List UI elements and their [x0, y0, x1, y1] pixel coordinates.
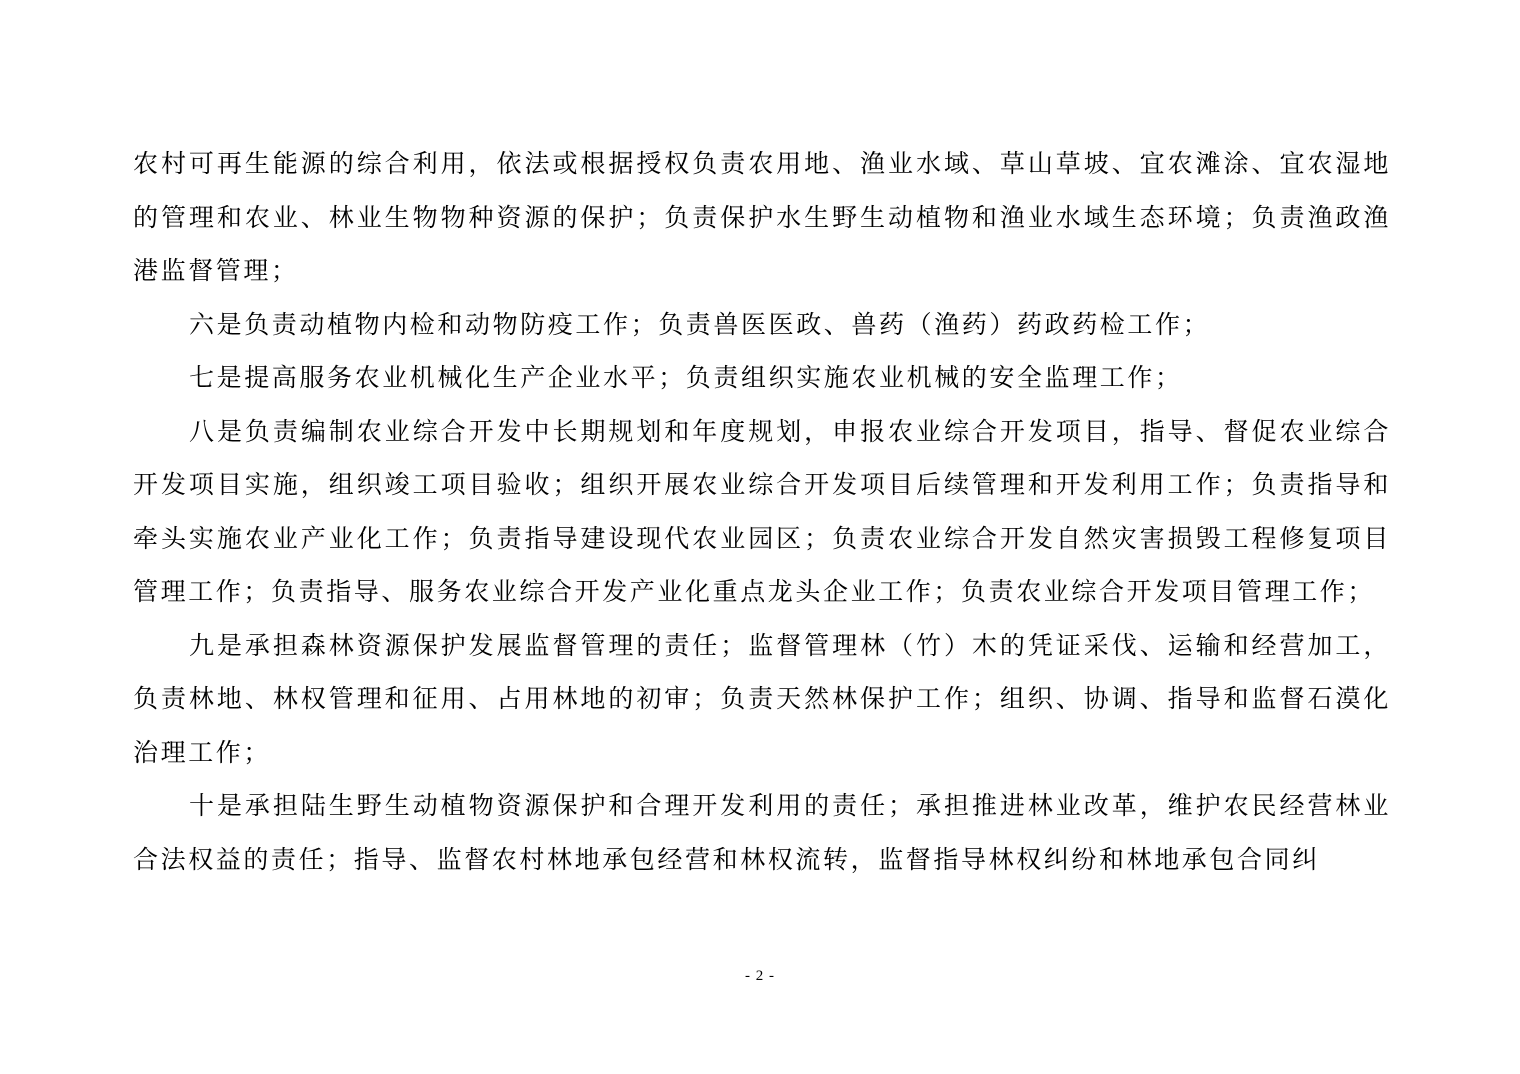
paragraph-item-six: 六是负责动植物内检和动物防疫工作；负责兽医医政、兽药（渔药）药政药检工作； [189, 309, 1211, 339]
paragraph-item-eight: 八是负责编制农业综合开发中长期规划和年度规划，申报农业综合开发项目，指导、督促农业综合开发项目实施，组织竣工项目验收；组织开展农业综合开发项目后续管理和开发利用工作；负责指导和牵头实施农业产业化工作；负责指导建设现代农业园区；负责农业综合开发自然灾害损毁工程修复项目管理工作；负责指导、服务农业综合开发产业化重点龙头企业工作；负责农业综合开发项目管理工作； [133, 416, 1391, 606]
paragraph-item-seven: 七是提高服务农业机械化生产企业水平；负责组织实施农业机械的安全监理工作； [189, 363, 1183, 392]
paragraph-item-ten: 十是承担陆生野生动植物资源保护和合理开发利用的责任；承担推进林业改革，维护农民经营林业合法权益的责任；指导、监督农村林地承包经营和林权流转，监督指导林权纠纷和林地承包合同纠 [133, 791, 1391, 874]
paragraph-continuation: 农村可再生能源的综合利用，依法或根据授权负责农用地、渔业水域、草山草坡、宜农滩涂、宜农湿地的管理和农业、林业生物物种资源的保护；负责保护水生野生动植物和渔业水域生态环境；负责渔政渔港监督管理； [133, 149, 1391, 285]
page-number: - 2 - [745, 968, 775, 984]
body-text [133, 137, 1391, 886]
paragraph-item-nine: 九是承担森林资源保护发展监督管理的责任；监督管理林（竹）木的凭证采伐、运输和经营加工，负责林地、林权管理和征用、占用林地的初审；负责天然林保护工作；组织、协调、指导和监督石漠化治理工作； [133, 630, 1391, 767]
